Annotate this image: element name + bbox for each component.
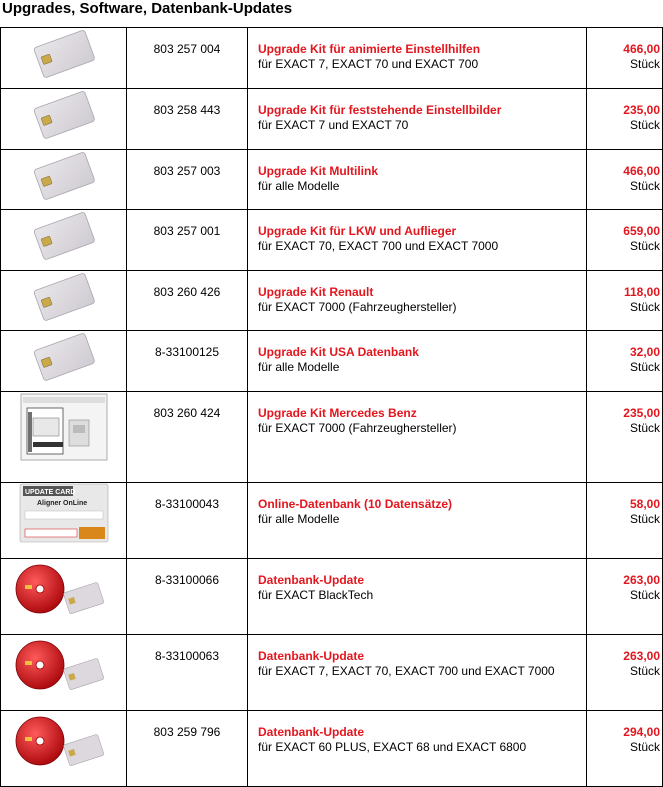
table-row <box>1 150 663 210</box>
price-cell <box>587 559 663 635</box>
price-cell <box>587 28 663 89</box>
product-image <box>1 150 127 210</box>
update-card-line: Aligner OnLine <box>36 500 87 507</box>
price-unit: Stück <box>629 740 660 754</box>
product-description <box>248 28 587 89</box>
page-title: Upgrades, Software, Datenbank-Updates <box>2 0 293 17</box>
product-subtitle: für alle Modelle <box>258 512 340 526</box>
price-value: 58,00 <box>629 497 660 511</box>
table-row <box>1 271 663 331</box>
product-subtitle: für EXACT 7 und EXACT 70 <box>258 118 409 132</box>
product-table <box>0 27 663 787</box>
price-unit: Stück <box>629 118 660 132</box>
product-image <box>1 635 127 711</box>
table-row <box>1 331 663 392</box>
article-number: 803 260 426 <box>127 271 248 331</box>
price-unit: Stück <box>629 512 660 526</box>
product-subtitle: für EXACT 7, EXACT 70, EXACT 700 und EXACT 7000 <box>258 664 555 678</box>
price-value: 466,00 <box>623 42 660 56</box>
table-row <box>1 635 663 711</box>
article-number: 8-33100125 <box>127 331 248 392</box>
product-image <box>1 89 127 150</box>
price-unit: Stück <box>629 421 660 435</box>
price-unit: Stück <box>629 664 660 678</box>
product-image <box>1 483 127 559</box>
product-description <box>248 559 587 635</box>
article-number: 803 258 443 <box>127 89 248 150</box>
price-unit: Stück <box>629 300 660 314</box>
price-value: 235,00 <box>623 103 660 117</box>
article-number: 803 259 796 <box>127 711 248 787</box>
chip-card-icon <box>31 150 97 200</box>
price-cell <box>587 483 663 559</box>
price-value: 118,00 <box>623 285 660 299</box>
product-subtitle: für EXACT 7000 (Fahrzeughersteller) <box>258 300 457 314</box>
table-row <box>1 483 663 559</box>
article-number: 803 257 001 <box>127 210 248 271</box>
price-unit: Stück <box>629 57 660 71</box>
article-number: 803 257 004 <box>127 28 248 89</box>
product-name: Upgrade Kit Mercedes Benz <box>258 406 417 420</box>
article-number: 803 257 003 <box>127 150 248 210</box>
price-unit: Stück <box>629 588 660 602</box>
price-cell <box>587 210 663 271</box>
chip-card-icon <box>31 89 97 139</box>
product-subtitle: für alle Modelle <box>258 179 340 193</box>
product-name: Datenbank-Update <box>258 649 365 663</box>
product-name: Datenbank-Update <box>258 725 365 739</box>
product-image <box>1 210 127 271</box>
product-subtitle: für EXACT 70, EXACT 700 und EXACT 7000 <box>258 239 499 253</box>
product-name: Upgrade Kit USA Datenbank <box>258 345 419 359</box>
product-subtitle: für alle Modelle <box>258 360 340 374</box>
table-row <box>1 28 663 89</box>
product-name: Upgrade Kit Multilink <box>258 164 378 178</box>
price-cell <box>587 392 663 483</box>
product-image <box>1 331 127 392</box>
price-unit: Stück <box>629 360 660 374</box>
product-description <box>248 331 587 392</box>
table-row <box>1 392 663 483</box>
chip-card-icon <box>31 271 97 321</box>
manual-with-card-icon <box>19 392 109 462</box>
product-image <box>1 559 127 635</box>
table-row <box>1 210 663 271</box>
price-value: 263,00 <box>623 573 660 587</box>
product-image <box>1 392 127 483</box>
price-value: 235,00 <box>623 406 660 420</box>
product-name: Upgrade Kit für animierte Einstellhilfen <box>258 42 481 56</box>
product-description <box>248 210 587 271</box>
article-number: 803 260 424 <box>127 392 248 483</box>
table-row <box>1 559 663 635</box>
product-subtitle: für EXACT 7, EXACT 70 und EXACT 700 <box>258 57 479 71</box>
cd-and-card-icon <box>14 711 114 771</box>
update-card-header: UPDATE CARD <box>24 489 75 496</box>
product-name: Upgrade Kit für feststehende Einstellbilder <box>258 103 502 117</box>
price-unit: Stück <box>629 239 660 253</box>
article-number: 8-33100066 <box>127 559 248 635</box>
price-unit: Stück <box>629 179 660 193</box>
price-cell <box>587 331 663 392</box>
price-cell <box>587 711 663 787</box>
product-image <box>1 271 127 331</box>
product-subtitle: für EXACT BlackTech <box>258 588 374 602</box>
product-description <box>248 483 587 559</box>
price-cell <box>587 150 663 210</box>
product-subtitle: für EXACT 60 PLUS, EXACT 68 und EXACT 6800 <box>258 740 527 754</box>
price-cell <box>587 271 663 331</box>
cd-and-card-icon <box>14 635 114 695</box>
price-value: 659,00 <box>623 224 660 238</box>
product-description <box>248 711 587 787</box>
chip-card-icon <box>31 28 97 78</box>
product-name: Online-Datenbank (10 Datensätze) <box>258 497 453 511</box>
chip-card-icon <box>31 331 97 381</box>
table-row <box>1 89 663 150</box>
article-number: 8-33100063 <box>127 635 248 711</box>
product-description <box>248 635 587 711</box>
product-name: Upgrade Kit Renault <box>258 285 374 299</box>
cd-and-card-icon <box>14 559 114 619</box>
product-description <box>248 89 587 150</box>
price-value: 32,00 <box>629 345 660 359</box>
product-name: Datenbank-Update <box>258 573 365 587</box>
product-description <box>248 150 587 210</box>
product-subtitle: für EXACT 7000 (Fahrzeughersteller) <box>258 421 457 435</box>
product-name: Upgrade Kit für LKW und Auflieger <box>258 224 457 238</box>
product-image <box>1 28 127 89</box>
product-description <box>248 271 587 331</box>
price-cell <box>587 635 663 711</box>
table-row <box>1 711 663 787</box>
chip-card-icon <box>31 210 97 260</box>
article-number: 8-33100043 <box>127 483 248 559</box>
price-value: 263,00 <box>623 649 660 663</box>
price-value: 294,00 <box>623 725 660 739</box>
product-image <box>1 711 127 787</box>
price-value: 466,00 <box>623 164 660 178</box>
price-cell <box>587 89 663 150</box>
product-description <box>248 392 587 483</box>
update-card-icon <box>19 483 109 543</box>
